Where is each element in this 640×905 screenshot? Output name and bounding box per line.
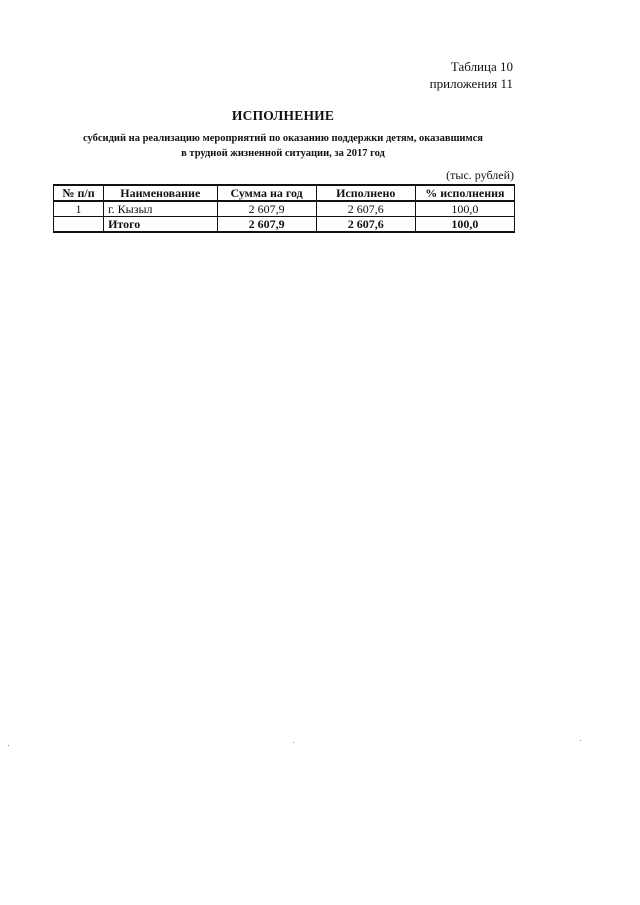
execution-table (53, 184, 515, 233)
cell-executed: 2 607,6 (316, 201, 415, 217)
subtitle-line-2: в трудной жизненной ситуации, за 2017 год (181, 148, 385, 159)
subtitle-line-1: субсидий на реализацию мероприятий по оказанию поддержки детям, оказавшимся (83, 133, 483, 144)
table-row (54, 201, 515, 217)
total-cell-execution-percent: 100,0 (415, 217, 514, 233)
scan-speck (293, 742, 294, 743)
total-cell-name: Итого (104, 217, 217, 233)
scan-speck (580, 740, 581, 741)
table-total-row (54, 217, 515, 233)
table-number: Таблица 10 (450, 59, 513, 74)
cell-name: г. Кызыл (104, 201, 217, 217)
cell-annual-sum: 2 607,9 (217, 201, 316, 217)
header-executed: Исполнено (316, 185, 415, 201)
scan-speck (8, 745, 9, 746)
cell-number: 1 (54, 201, 104, 217)
total-cell-executed: 2 607,6 (316, 217, 415, 233)
table-reference (430, 58, 513, 92)
document-subtitle (40, 131, 526, 161)
header-name: Наименование (104, 185, 217, 201)
header-annual-sum: Сумма на год (217, 185, 316, 201)
units-label: (тыс. рублей) (446, 168, 514, 182)
total-cell-annual-sum: 2 607,9 (217, 217, 316, 233)
table-header-row (54, 185, 515, 201)
appendix-number: приложения 11 (429, 76, 513, 91)
document-title: ИСПОЛНЕНИЕ (231, 108, 335, 123)
header-number: № п/п (54, 185, 104, 201)
cell-execution-percent: 100,0 (415, 201, 514, 217)
total-cell-number (54, 217, 104, 233)
header-execution-percent: % исполнения (415, 185, 514, 201)
